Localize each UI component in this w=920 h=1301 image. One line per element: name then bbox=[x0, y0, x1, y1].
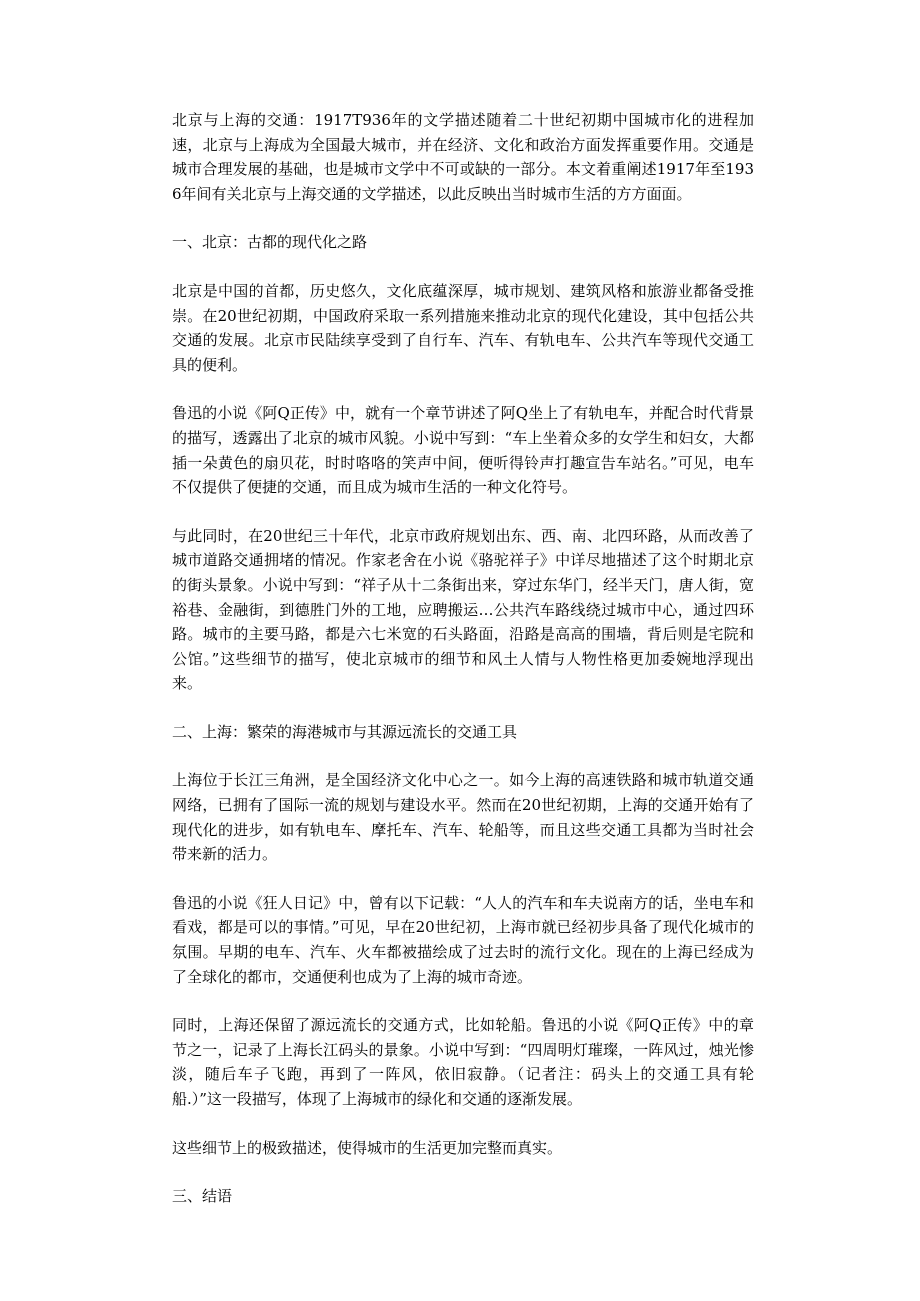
beijing-paragraph-2: 鲁迅的小说《阿Q正传》中，就有一个章节讲述了阿Q坐上了有轨电车，并配合时代背景的描写，透露出了北京的城市风貌。小说中写到：“车上坐着众多的女学生和妇女，大都插一朵黄色的扇贝花，时时咯咯的笑声中间，便听得铃声打趣宣告车站名。”可见，电车不仅提供了便捷的交通，而且成为城市生活的一种文化符号。 bbox=[172, 404, 754, 497]
beijing-paragraph-1: 北京是中国的首都，历史悠久，文化底蕴深厚，城市规划、建筑风格和旅游业都备受推崇。在20世纪初期，中国政府采取一系列措施来推动北京的现代化建设，其中包括公共交通的发展。北京市民陆续享受到了自行车、汽车、有轨电车、公共汽车等现代交通工具的便利。 bbox=[172, 281, 754, 374]
beijing-paragraph-3: 与此同时，在20世纪三十年代，北京市政府规划出东、西、南、北四环路，从而改善了城市道路交通拥堵的情况。作家老舍在小说《骆驼祥子》中详尽地描述了这个时期北京的街头景象。小说中写到：“祥子从十二条街出来，穿过东华门，经半天门，唐人街，宽裕巷、金融街，到德胜门外的工地，应聘搬运…公共汽车路线绕过城市中心，通过四环路。城市的主要马路，都是六七米宽的石头路面，沿路是高高的围墙，背后则是宅院和公馆。”这些细节的描写，使北京城市的细节和风土人情与人物性格更加委婉地浮现出来。 bbox=[172, 526, 754, 693]
details-paragraph: 这些细节上的极致描述，使得城市的生活更加完整而真实。 bbox=[172, 1138, 563, 1157]
document-page bbox=[172, 108, 754, 1209]
section-heading-beijing: 一、北京：古都的现代化之路 bbox=[172, 233, 368, 252]
shanghai-paragraph-1: 上海位于长江三角洲，是全国经济文化中心之一。如今上海的高速铁路和城市轨道交通网络，已拥有了国际一流的规划与建设水平。然而在20世纪初期，上海的交通开始有了现代化的进步，如有轨电车、摩托车、汽车、轮船等，而且这些交通工具都为当时社会带来新的活力。 bbox=[172, 771, 754, 864]
section-heading-conclusion: 三、结语 bbox=[172, 1187, 233, 1206]
section-heading-shanghai: 二、上海：繁荣的海港城市与其源远流长的交通工具 bbox=[172, 722, 518, 741]
intro-paragraph: 北京与上海的交通：1917T936年的文学描述随着二十世纪初期中国城市化的进程加速，北京与上海成为全国最大城市，并在经济、文化和政治方面发挥重要作用。交通是城市合理发展的基础，也是城市文学中不可或缺的一部分。本文着重阐述1917年至1936年间有关北京与上海交通的文学描述，以此反映出当时城市生活的方方面面。 bbox=[172, 111, 754, 203]
shanghai-paragraph-2: 鲁迅的小说《狂人日记》中，曾有以下记载：“人人的汽车和车夫说南方的话，坐电车和看戏，都是可以的事情。”可见，早在20世纪初，上海市就已经初步具备了现代化城市的氛围。早期的电车、汽车、火车都被描绘成了过去时的流行文化。现在的上海已经成为了全球化的都市，交通便利也成为了上海的城市奇迹。 bbox=[172, 893, 754, 986]
shanghai-paragraph-3: 同时，上海还保留了源远流长的交通方式，比如轮船。鲁迅的小说《阿Q正传》中的章节之一，记录了上海长江码头的景象。小说中写到：“四周明灯璀璨，一阵风过，烛光惨淡，随后车子飞跑，再到了一阵风，依旧寂静。（记者注：码头上的交通工具有轮船.）”这一段描写，体现了上海城市的绿化和交通的逐渐发展。 bbox=[172, 1016, 754, 1108]
